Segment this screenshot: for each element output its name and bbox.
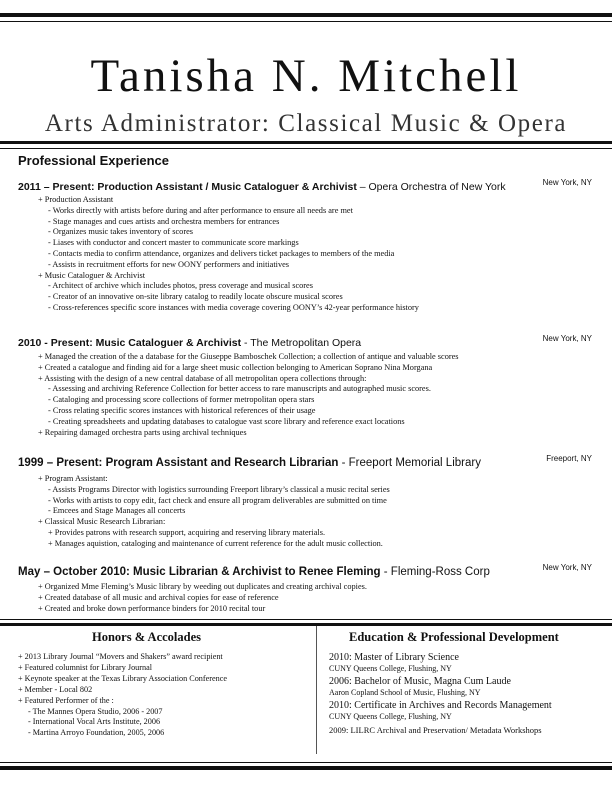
- list-item: + Program Assistant:: [38, 474, 390, 485]
- list-item: - Assists in recruitment efforts for new OONY performers and initiatives: [38, 260, 419, 271]
- degree: 2010: Certificate in Archives and Records Management: [329, 700, 552, 711]
- list-item: - Assists Programs Director with logistics surrounding Freeport library’s classical a music recital series: [38, 485, 390, 496]
- header-rule-thick: [0, 141, 612, 144]
- job-bullets: [38, 195, 419, 314]
- list-item: - International Vocal Arts Institute, 2006: [18, 717, 227, 728]
- job-location: New York, NY: [542, 178, 592, 187]
- job-header: [18, 453, 592, 467]
- experience-heading: Professional Experience: [18, 153, 170, 168]
- list-item: - Works directly with artists before during and after performance to ensure all needs are met: [38, 206, 419, 217]
- education-list: [329, 652, 609, 736]
- list-item: - Creator of an innovative on-site library catalog to readily locate obscure musical scores: [38, 292, 419, 303]
- top-rule-thick: [0, 13, 612, 17]
- list-item: - The Mannes Opera Studio, 2006 - 2007: [18, 707, 227, 718]
- bottom-rule-thick: [0, 766, 612, 770]
- list-item: + Featured columnist for Library Journal: [18, 663, 227, 674]
- job-bullets: [38, 474, 390, 550]
- list-item: - Martina Arroyo Foundation, 2005, 2006: [18, 728, 227, 739]
- resume-title: Arts Administrator: Classical Music & Opera: [44, 110, 568, 137]
- list-item: - Contacts media to confirm attendance, organizes and delivers ticket packages to members of the media: [38, 249, 419, 260]
- list-item: + Music Cataloguer & Archivist: [38, 271, 419, 282]
- job-bullets: [38, 352, 459, 438]
- job-location: New York, NY: [542, 334, 592, 343]
- job-location: Freeport, NY: [546, 454, 592, 463]
- job-dates-title: 2010 - Present: Music Cataloguer & Archivist: [18, 337, 242, 349]
- job-bullets: [38, 582, 367, 614]
- list-item: + Manages aquistion, cataloging and maintenance of current reference for the adult music collection.: [38, 539, 390, 550]
- list-item: + Featured Performer of the :: [18, 696, 227, 707]
- job-dates-title: May – October 2010: Music Librarian & Archivist to Renee Fleming: [18, 566, 381, 578]
- list-item: + Member - Local 802: [18, 685, 227, 696]
- list-item: + Created a catalogue and finding aid for a large sheet music collection belonging to American Soprano Nina Morgana: [38, 363, 459, 374]
- header-rule-thin: [0, 148, 612, 149]
- list-item: - Cross relating specific scores instances with historical references of their usage: [38, 406, 459, 417]
- list-item: - Liases with conductor and concert master to communicate score markings: [38, 238, 419, 249]
- list-item: + Created database of all music and archival copies for ease of reference: [38, 593, 367, 604]
- list-item: + Provides patrons with research support, acquiring and reserving library materials.: [38, 528, 390, 539]
- list-item: - Architect of archive which includes photos, press coverage and musical scores: [38, 281, 419, 292]
- degree: 2010: Master of Library Science: [329, 652, 459, 663]
- school: Aaron Copland School of Music, Flushing, NY: [329, 688, 481, 697]
- degree: 2006: Bachelor of Music, Magna Cum Laude: [329, 676, 511, 687]
- list-item: + 2013 Library Journal “Movers and Shakers” award recipient: [18, 652, 227, 663]
- section-rule-thick: [0, 623, 612, 626]
- job-header: [18, 562, 592, 576]
- list-item: + Production Assistant: [38, 195, 419, 206]
- column-divider: [316, 626, 317, 754]
- job-organization: - Freeport Memorial Library: [338, 457, 481, 469]
- job-organization: – Opera Orchestra of New York: [356, 181, 506, 193]
- list-item: + Classical Music Research Librarian:: [38, 517, 390, 528]
- list-item: - Creating spreadsheets and updating databases to catalogue vast score library and reference exact locations: [38, 417, 459, 428]
- list-item: - Works with artists to copy edit, fact check and ensure all program deliverables are submitted on time: [38, 496, 390, 507]
- list-item: + Created and broke down performance binders for 2010 recital tour: [38, 604, 367, 615]
- job-organization: - The Metropolitan Opera: [241, 337, 362, 349]
- top-rule-thin: [0, 21, 612, 22]
- section-rule-thin: [0, 619, 612, 620]
- list-item: - Emcees and Stage Manages all concerts: [38, 506, 390, 517]
- school: CUNY Queens College, Flushing, NY: [329, 664, 452, 673]
- job-header: [18, 333, 592, 347]
- list-item: - Cataloging and processing score collections of former metropolitan opera stars: [38, 395, 459, 406]
- job-dates-title: 2011 – Present: Production Assistant / Music Cataloguer & Archivist: [18, 181, 357, 193]
- list-item: + Repairing damaged orchestra parts using archival techniques: [38, 428, 459, 439]
- degree: 2009: LILRC Archival and Preservation/ Metadata Workshops: [329, 725, 542, 735]
- job-organization: - Fleming-Ross Corp: [380, 566, 490, 578]
- list-item: - Cross-references specific score instances with media coverage covering OONY’s 42-year performance history: [38, 303, 419, 314]
- list-item: + Assisting with the design of a new central database of all metropolitan opera collections through:: [38, 374, 459, 385]
- list-item: - Organizes music takes inventory of scores: [38, 227, 419, 238]
- job-dates-title: 1999 – Present: Program Assistant and Research Librarian: [18, 457, 339, 469]
- list-item: - Assessing and archiving Reference Collection for better access to rare manuscripts and autographed music scores.: [38, 384, 459, 395]
- list-item: + Organized Mme Fleming’s Music library by weeding out duplicates and creating archival copies.: [38, 582, 367, 593]
- list-item: + Managed the creation of the a database for the Giuseppe Bamboschek Collection; a collection of antique and valuable scores: [38, 352, 459, 363]
- list-item: - Stage manages and cues artists and orchestra members for entrances: [38, 217, 419, 228]
- honors-heading: Honors & Accolades: [92, 630, 202, 644]
- honors-list: [18, 652, 227, 739]
- list-item: + Keynote speaker at the Texas Library Association Conference: [18, 674, 227, 685]
- school: CUNY Queens College, Flushing, NY: [329, 712, 452, 721]
- job-header: [18, 177, 592, 191]
- job-location: New York, NY: [542, 563, 592, 572]
- resume-name: Tanisha N. Mitchell: [90, 50, 522, 102]
- education-heading: Education & Professional Development: [349, 630, 559, 644]
- bottom-rule-thin: [0, 762, 612, 763]
